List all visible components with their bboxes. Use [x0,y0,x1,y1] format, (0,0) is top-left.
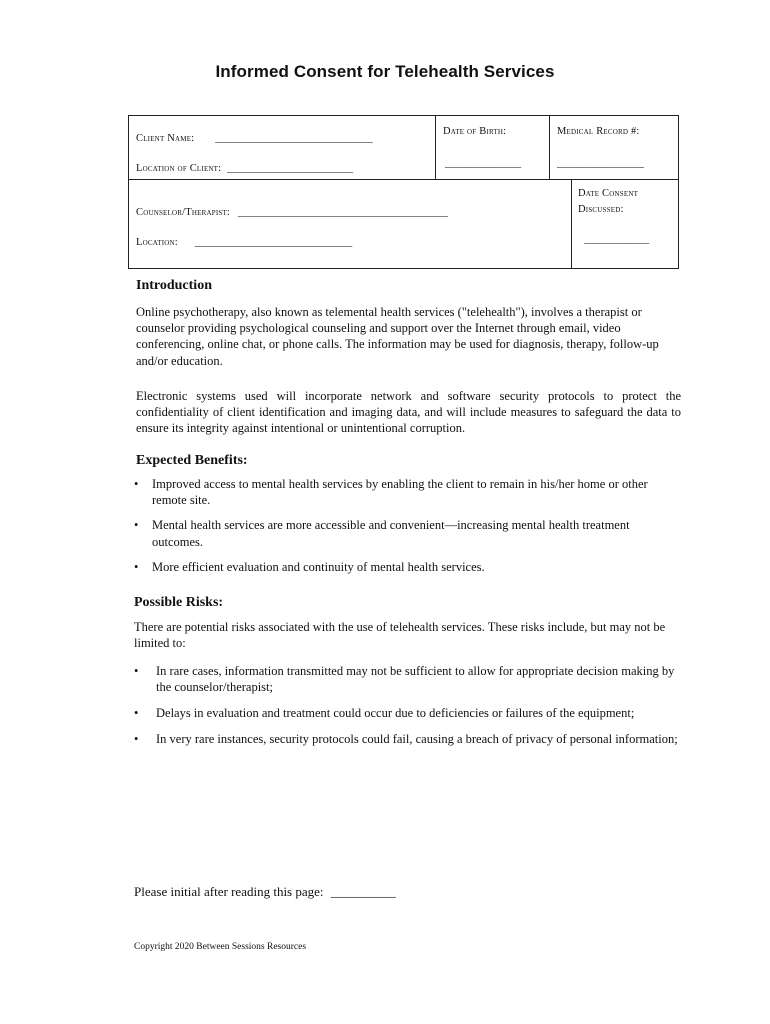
initial-label: Please initial after reading this page: [134,884,324,899]
list-item [134,517,679,549]
client-name-field[interactable] [136,133,373,144]
list-item [134,476,679,508]
introduction-heading: Introduction [136,278,212,293]
list-item [134,663,679,695]
benefit-text: Mental health services are more accessible and convenient—increasing mental health treatment outcomes. [152,518,630,549]
bullet-icon: • [134,731,139,746]
benefits-list [134,476,679,584]
location-of-client-field[interactable] [136,163,353,174]
date-consent-line[interactable]: ____________ [584,234,650,245]
form-divider-vertical-2 [549,116,550,179]
copyright-text: Copyright 2020 Between Sessions Resources [134,942,307,952]
location-of-client-line[interactable]: ________________________ [227,163,354,174]
client-info-form [128,115,679,269]
date-consent-label-2: Discussed: [578,204,624,215]
form-divider-vertical-3 [571,179,572,269]
risks-intro: There are potential risks associated with the use of telehealth services. These risks include, but may not be limited to: [134,620,666,651]
bullet-icon: • [134,559,139,574]
counselor-line[interactable]: ________________________________________ [237,207,448,218]
initial-field[interactable] [134,884,396,900]
counselor-label: Counselor/Therapist: [136,207,231,218]
list-item [134,559,679,575]
form-divider-horizontal [129,179,679,180]
list-item [134,731,679,747]
location-line[interactable]: ______________________________ [194,237,353,248]
risks-list [134,663,679,756]
list-item [134,705,679,721]
form-divider-vertical-1 [435,116,436,179]
introduction-paragraph-1: Online psychotherapy, also known as telemental health services ("telehealth"), involves a therapist or counselor providing psychological counseling and support over the Internet through email, video conferencing, online chat, or phone calls. The information may be used for diagnosis, therapy, follow-up and/or education. [136,305,659,368]
client-name-label: Client Name: [136,133,195,144]
benefits-heading: Expected Benefits: [136,453,248,468]
bullet-icon: • [134,664,139,678]
location-label: Location: [136,237,178,248]
bullet-icon: • [134,477,139,491]
location-field[interactable] [136,237,352,248]
counselor-field[interactable] [136,207,448,218]
dob-line[interactable]: ______________ [445,158,522,169]
location-of-client-label: Location of Client: [136,163,222,174]
introduction-paragraph-2: Electronic systems used will incorporate network and software security protocols to protect the confidentiality of client identification and imaging data, and will include measures to safeguard the data to ensure its integrity against intentional or unintentional corruption. [136,389,681,436]
client-name-line[interactable]: ______________________________ [215,133,373,144]
dob-label: Date of Birth: [443,126,507,137]
initial-line[interactable]: __________ [330,884,396,899]
risks-heading: Possible Risks: [134,595,224,610]
medical-record-line[interactable]: ________________ [557,158,645,169]
risk-text: In rare cases, information transmitted may not be sufficient to allow for appropriate decision making by the counselor/therapist; [156,664,675,695]
risk-text: In very rare instances, security protocols could fail, causing a breach of privacy of personal information; [156,731,678,746]
date-consent-label-1: Date Consent [578,188,639,199]
bullet-icon: • [134,518,139,533]
benefit-text: More efficient evaluation and continuity of mental health services. [152,559,485,574]
bullet-icon: • [134,705,139,720]
risk-text: Delays in evaluation and treatment could occur due to deficiencies or failures of the equipment; [156,705,635,720]
medical-record-label: Medical Record #: [557,126,640,137]
document-title: Informed Consent for Telehealth Services [215,62,555,81]
benefit-text: Improved access to mental health services by enabling the client to remain in his/her home or other remote site. [152,477,648,508]
